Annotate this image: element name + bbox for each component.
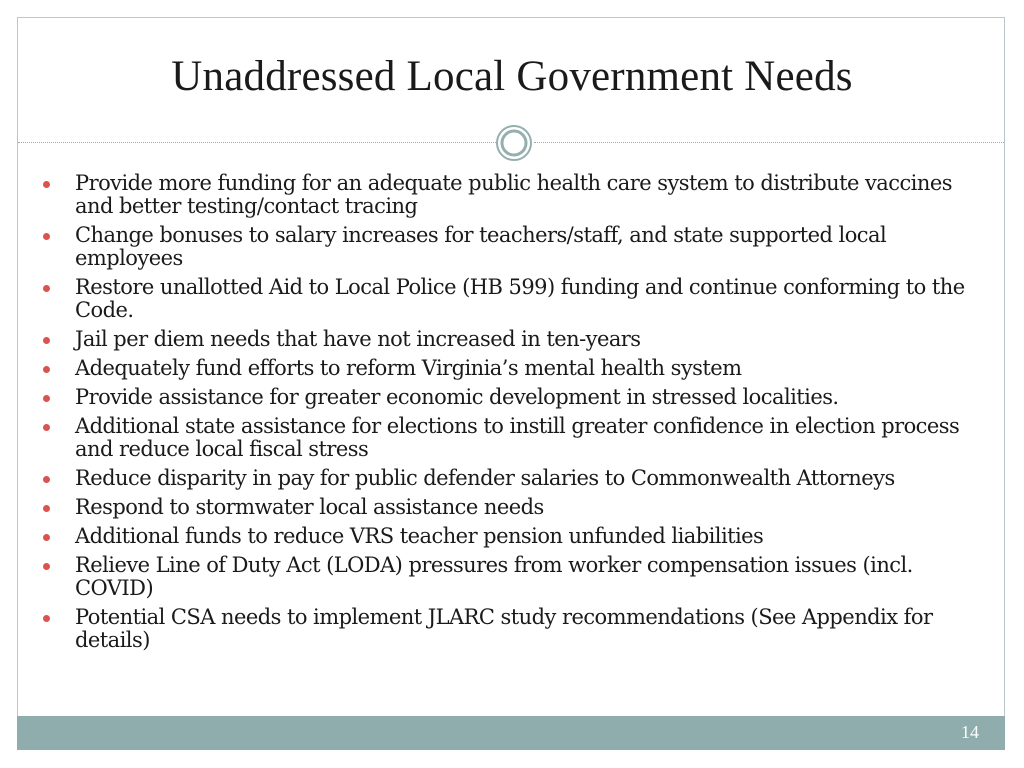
bullet-item [40,224,990,270]
bullet-item [40,525,990,548]
bullet-dot-icon [43,424,50,431]
bullet-text: Additional state assistance for elections to instill greater confidence in election process and reduce local fiscal stress [75,414,960,461]
bullet-text: Provide more funding for an adequate public health care system to distribute vaccines and better testing/contact tracing [75,171,952,218]
bullet-text: Respond to stormwater local assistance needs [75,495,544,519]
bullet-dot-icon [43,181,50,188]
bullet-list [40,172,990,658]
bullet-dot-icon [43,395,50,402]
bullet-item [40,415,990,461]
bullet-dot-icon [43,337,50,344]
bullet-item [40,496,990,519]
bullet-dot-icon [43,476,50,483]
footer-band [17,716,1005,750]
title-divider-left [18,142,496,143]
bullet-text: Relieve Line of Duty Act (LODA) pressures from worker compensation issues (incl. COVID) [75,553,913,600]
bullet-text: Additional funds to reduce VRS teacher pension unfunded liabilities [75,524,764,548]
bullet-text: Restore unallotted Aid to Local Police (HB 599) funding and continue conforming to the Code. [75,275,965,322]
bullet-item [40,386,990,409]
bullet-text: Jail per diem needs that have not increased in ten-years [75,327,641,351]
bullet-dot-icon [43,534,50,541]
bullet-dot-icon [43,285,50,292]
bullet-item [40,172,990,218]
bullet-dot-icon [43,233,50,240]
bullet-dot-icon [43,366,50,373]
bullet-item [40,606,990,652]
bullet-text: Provide assistance for greater economic development in stressed localities. [75,385,839,409]
bullet-dot-icon [43,505,50,512]
slide-title: Unaddressed Local Government Needs [171,53,853,100]
bullet-item [40,357,990,380]
bullet-text: Adequately fund efforts to reform Virginia’s mental health system [75,356,742,380]
bullet-item [40,276,990,322]
bullet-text: Potential CSA needs to implement JLARC study recommendations (See Appendix for details) [75,605,933,652]
page-number: 14 [961,722,979,742]
bullet-dot-icon [43,563,50,570]
bullet-item [40,467,990,490]
bullet-dot-icon [43,615,50,622]
circle-ornament-icon [495,124,533,162]
bullet-item [40,554,990,600]
bullet-text: Reduce disparity in pay for public defender salaries to Commonwealth Attorneys [75,466,895,490]
bullet-text: Change bonuses to salary increases for teachers/staff, and state supported local employees [75,223,887,270]
title-divider-right [534,142,1004,143]
bullet-item [40,328,990,351]
